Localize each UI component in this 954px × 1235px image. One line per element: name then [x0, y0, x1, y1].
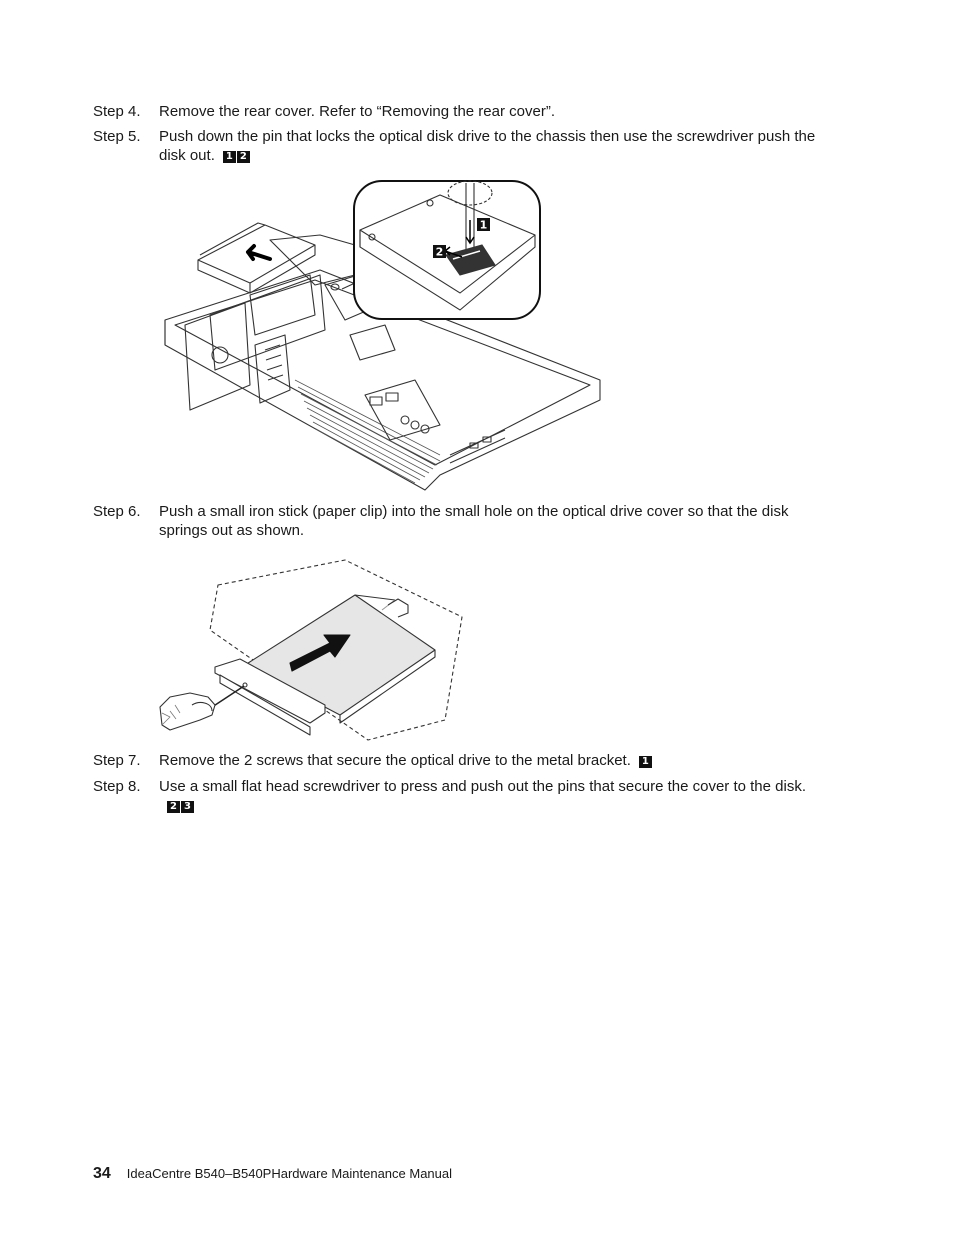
- step-number: Step 8.: [93, 778, 141, 795]
- callout-badge: 3: [181, 801, 194, 813]
- page-footer: [93, 1165, 452, 1183]
- page-number: 34: [93, 1165, 111, 1182]
- step-text: Push a small iron stick (paper clip) into the small hole on the optical drive cover so that the disk springs out as shown.: [159, 503, 789, 539]
- step-number: Step 6.: [93, 503, 141, 520]
- step-8: [93, 777, 838, 815]
- step-number: Step 4.: [93, 103, 141, 120]
- figure-callout: 2: [435, 245, 444, 259]
- callout-badge: 2: [237, 151, 250, 163]
- step-6: [93, 502, 838, 540]
- step-text: Remove the 2 screws that secure the optical drive to the metal bracket.: [159, 752, 631, 769]
- figure-optical-drive-removal: [150, 175, 610, 495]
- manual-title: IdeaCentre B540–B540PHardware Maintenance Manual: [126, 1166, 453, 1181]
- callout-group: [166, 797, 194, 814]
- step-4: [93, 102, 838, 121]
- step-text: Remove the rear cover. Refer to “Removing the rear cover”.: [159, 103, 555, 120]
- callout-badge: 1: [223, 151, 236, 163]
- callout-badge: 1: [639, 756, 652, 768]
- step-number: Step 5.: [93, 128, 141, 145]
- step-number: Step 7.: [93, 752, 141, 769]
- figure-disk-eject: [150, 555, 470, 750]
- step-5: [93, 127, 838, 165]
- callout-badge: 2: [167, 801, 180, 813]
- step-7: [93, 751, 838, 770]
- step-text: Use a small flat head screwdriver to press and push out the pins that secure the cover to the disk.: [159, 778, 806, 795]
- callout-group: [638, 752, 652, 769]
- callout-group: [222, 147, 250, 164]
- step-text: Push down the pin that locks the optical disk drive to the chassis then use the screwdriver push the disk out.: [159, 128, 816, 164]
- figure-callout: 1: [479, 218, 488, 232]
